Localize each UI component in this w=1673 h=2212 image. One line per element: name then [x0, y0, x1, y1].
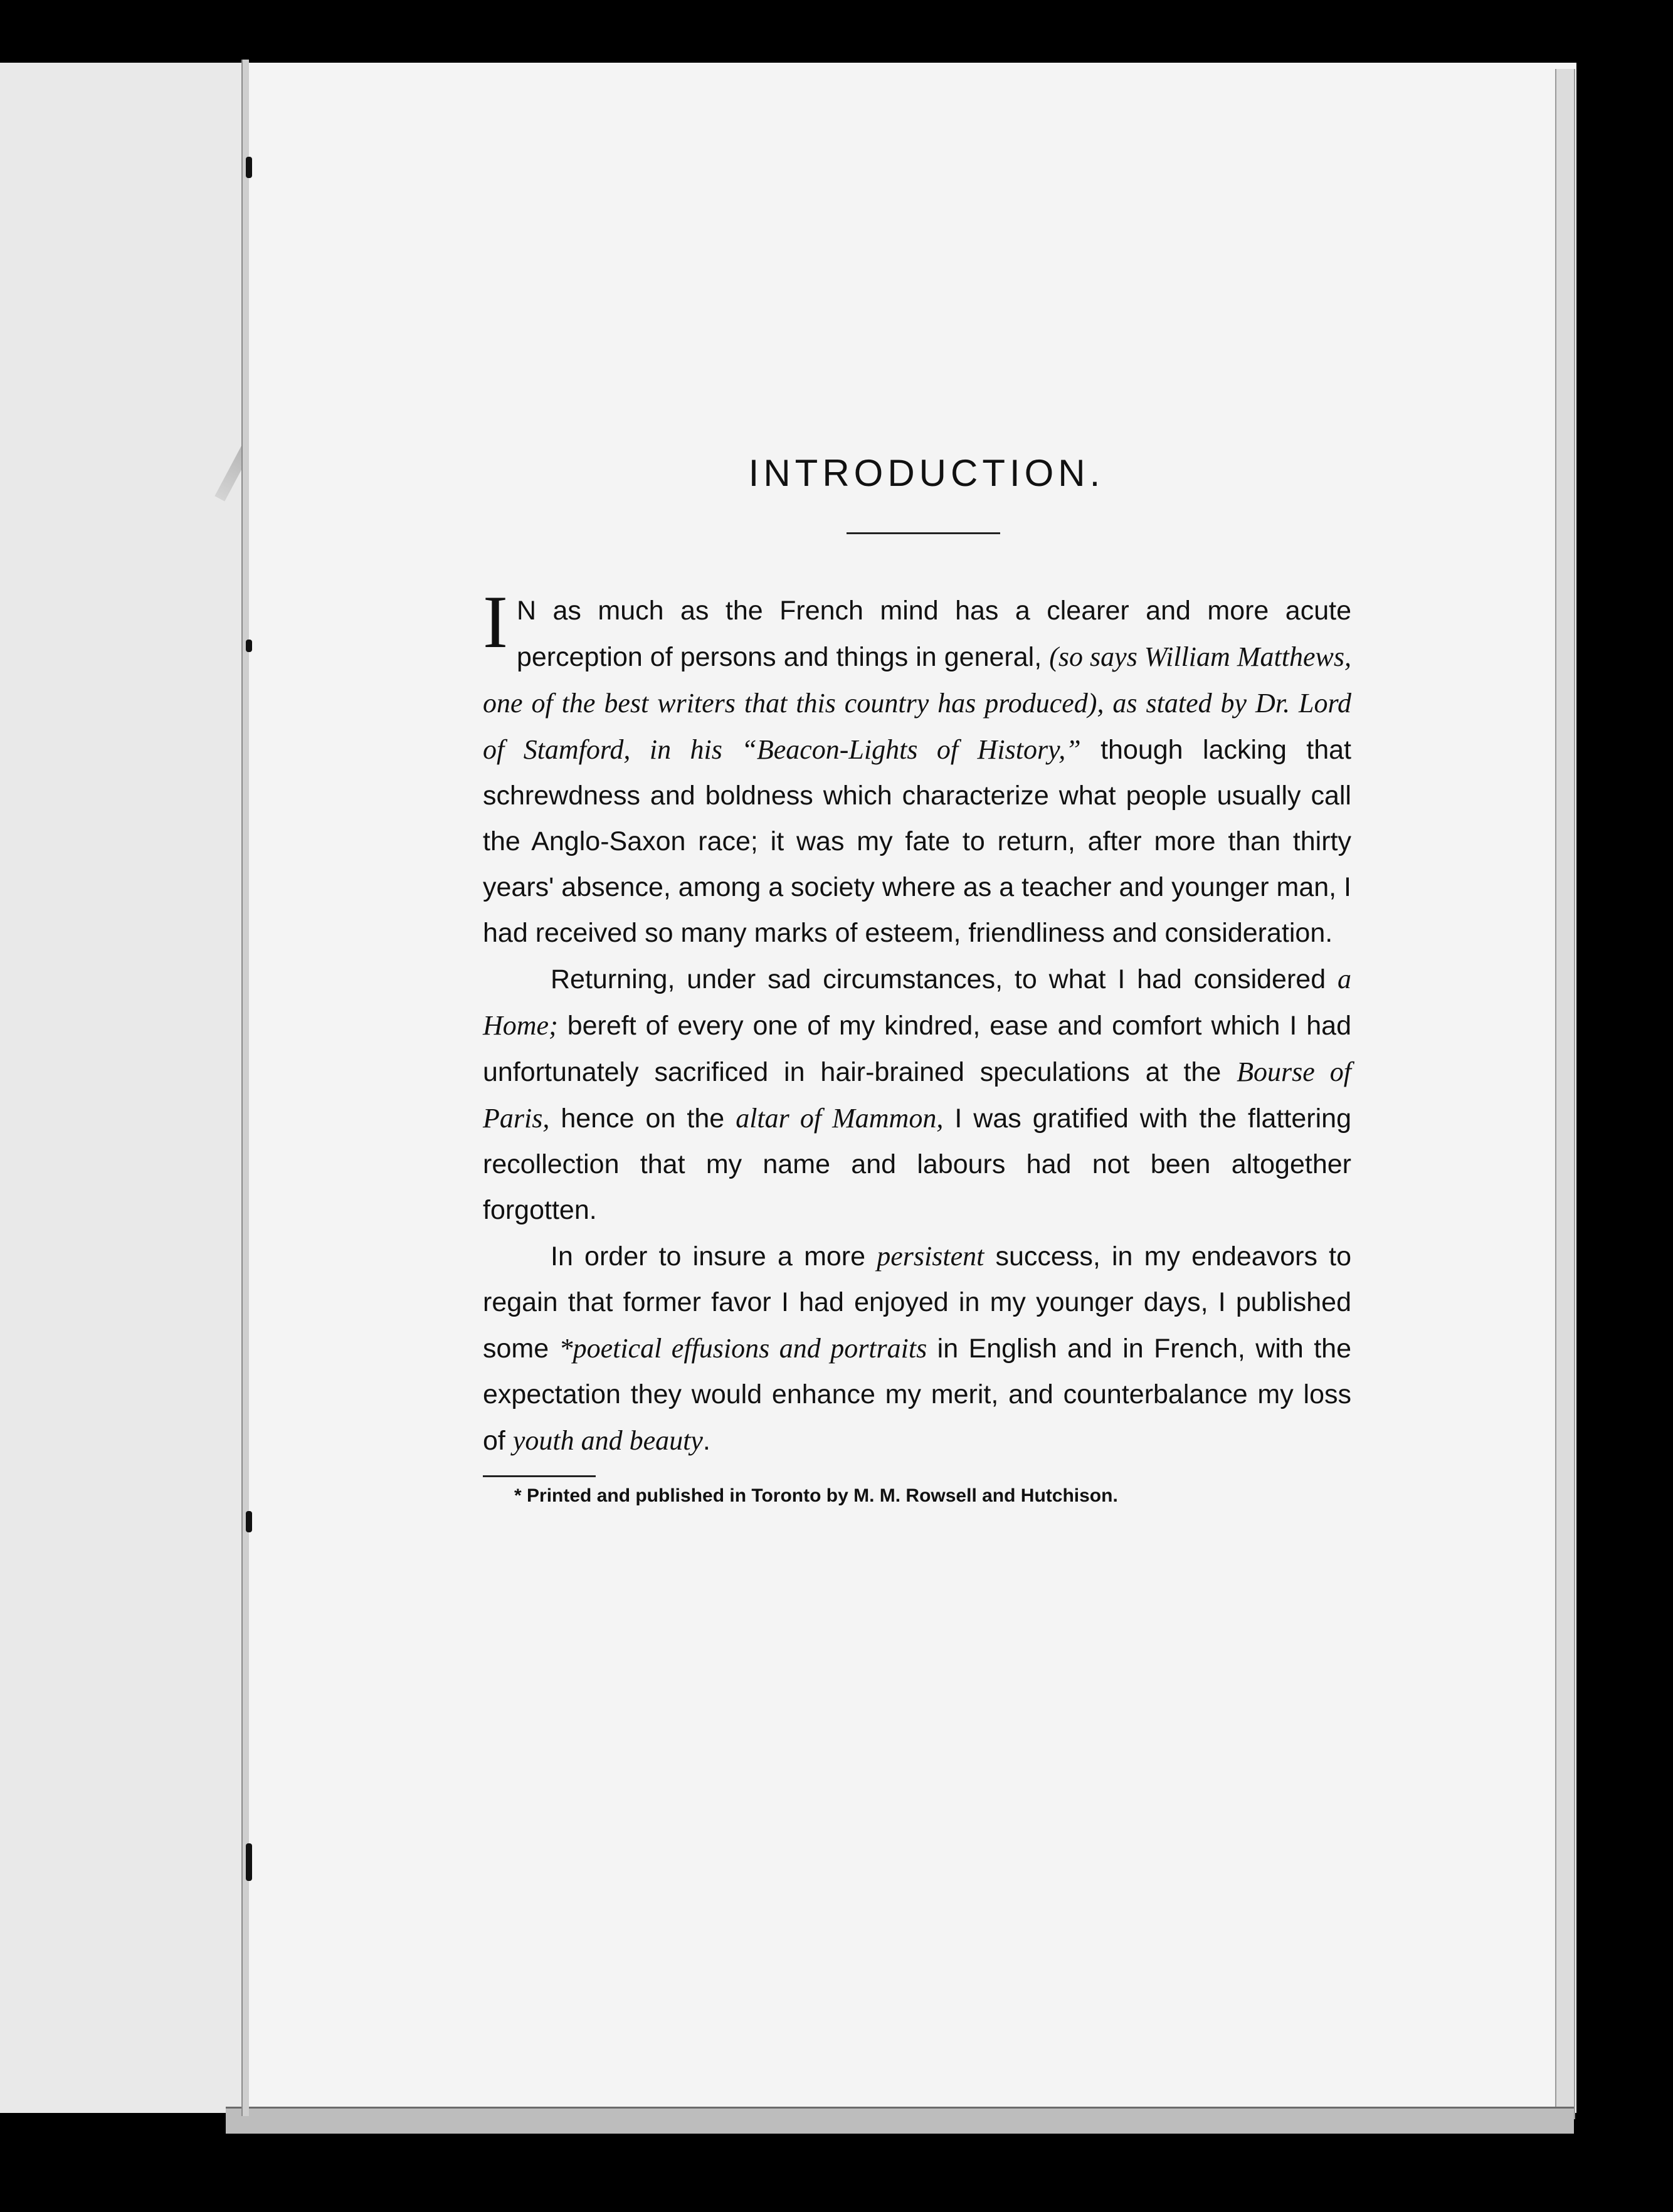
title-rule — [847, 532, 1000, 534]
paragraph-3-text: . — [702, 1426, 710, 1456]
footnote: * Printed and published in Toronto by M. M. Rowsell and Hutchison. — [514, 1485, 1118, 1506]
page-bottom-edge — [226, 2107, 1574, 2134]
paragraph-2-text: I was gratified with the flattering recollection that my name and labours had not been altogether forgotten. — [483, 1103, 1351, 1225]
paragraph-2-italic: Bourse of Paris, — [483, 1056, 1351, 1134]
paragraph-1 — [483, 580, 1352, 956]
paragraph-3-italic: persistent — [877, 1241, 984, 1272]
paragraph-3-italic: *poetical effusions and portraits — [559, 1333, 927, 1364]
binding-stitch — [246, 1843, 252, 1881]
paragraph-2-text: hence on the — [549, 1103, 736, 1134]
paragraph-1-text: though lacking that schrewdness and boldness which characterize what people usually call the Anglo-Saxon race; it was my fate to return, after more than thirty years' absence, among a society where as a teacher and younger man, I had received so many marks of esteem, friendliness and consideration. — [483, 735, 1352, 948]
drop-cap: I — [483, 580, 508, 663]
paragraph-1-text: N as much as the French mind has a clearer and more acute perception of persons and things in general, — [516, 596, 1351, 672]
page-title: INTRODUCTION. — [748, 452, 1105, 494]
paragraph-2-italic: a Home; — [483, 964, 1351, 1041]
binding-stitch — [246, 157, 252, 178]
left-page-strip — [0, 63, 246, 2113]
binding-stitch — [246, 1511, 252, 1532]
binding-stitch — [246, 640, 252, 652]
paragraph-1-italic: (so says William Matthews, one of the best writers that this country has produced), as stated by Dr. Lord of Stamford, in his “Beacon-Lights of History,” — [483, 641, 1351, 765]
paragraph-3-text: success, in my endeavors to regain that former favor I had enjoyed in my younger days, I published some — [483, 1241, 1351, 1364]
page-right-edge — [1555, 69, 1575, 2119]
footnote-rule — [483, 1475, 596, 1477]
paragraph-2-italic: altar of Mammon, — [736, 1103, 944, 1134]
paragraph-3-text: In order to insure a more — [551, 1241, 877, 1272]
paragraph-2-text: bereft of every one of my kindred, ease and comfort which I had unfortunately sacrificed in hair-brained speculations at the — [483, 1011, 1351, 1087]
paragraph-2 — [483, 956, 1351, 1233]
paragraph-3-text: in English and in French, with the expectation they would enhance my merit, and counterbalance my loss of — [483, 1334, 1351, 1456]
left-page-edge — [241, 60, 249, 2116]
paragraph-2-text: Returning, under sad circumstances, to what I had considered — [551, 964, 1338, 994]
paragraph-3-italic: youth and beauty — [512, 1425, 703, 1456]
page-content — [483, 451, 1351, 1509]
paragraph-3 — [483, 1233, 1351, 1464]
